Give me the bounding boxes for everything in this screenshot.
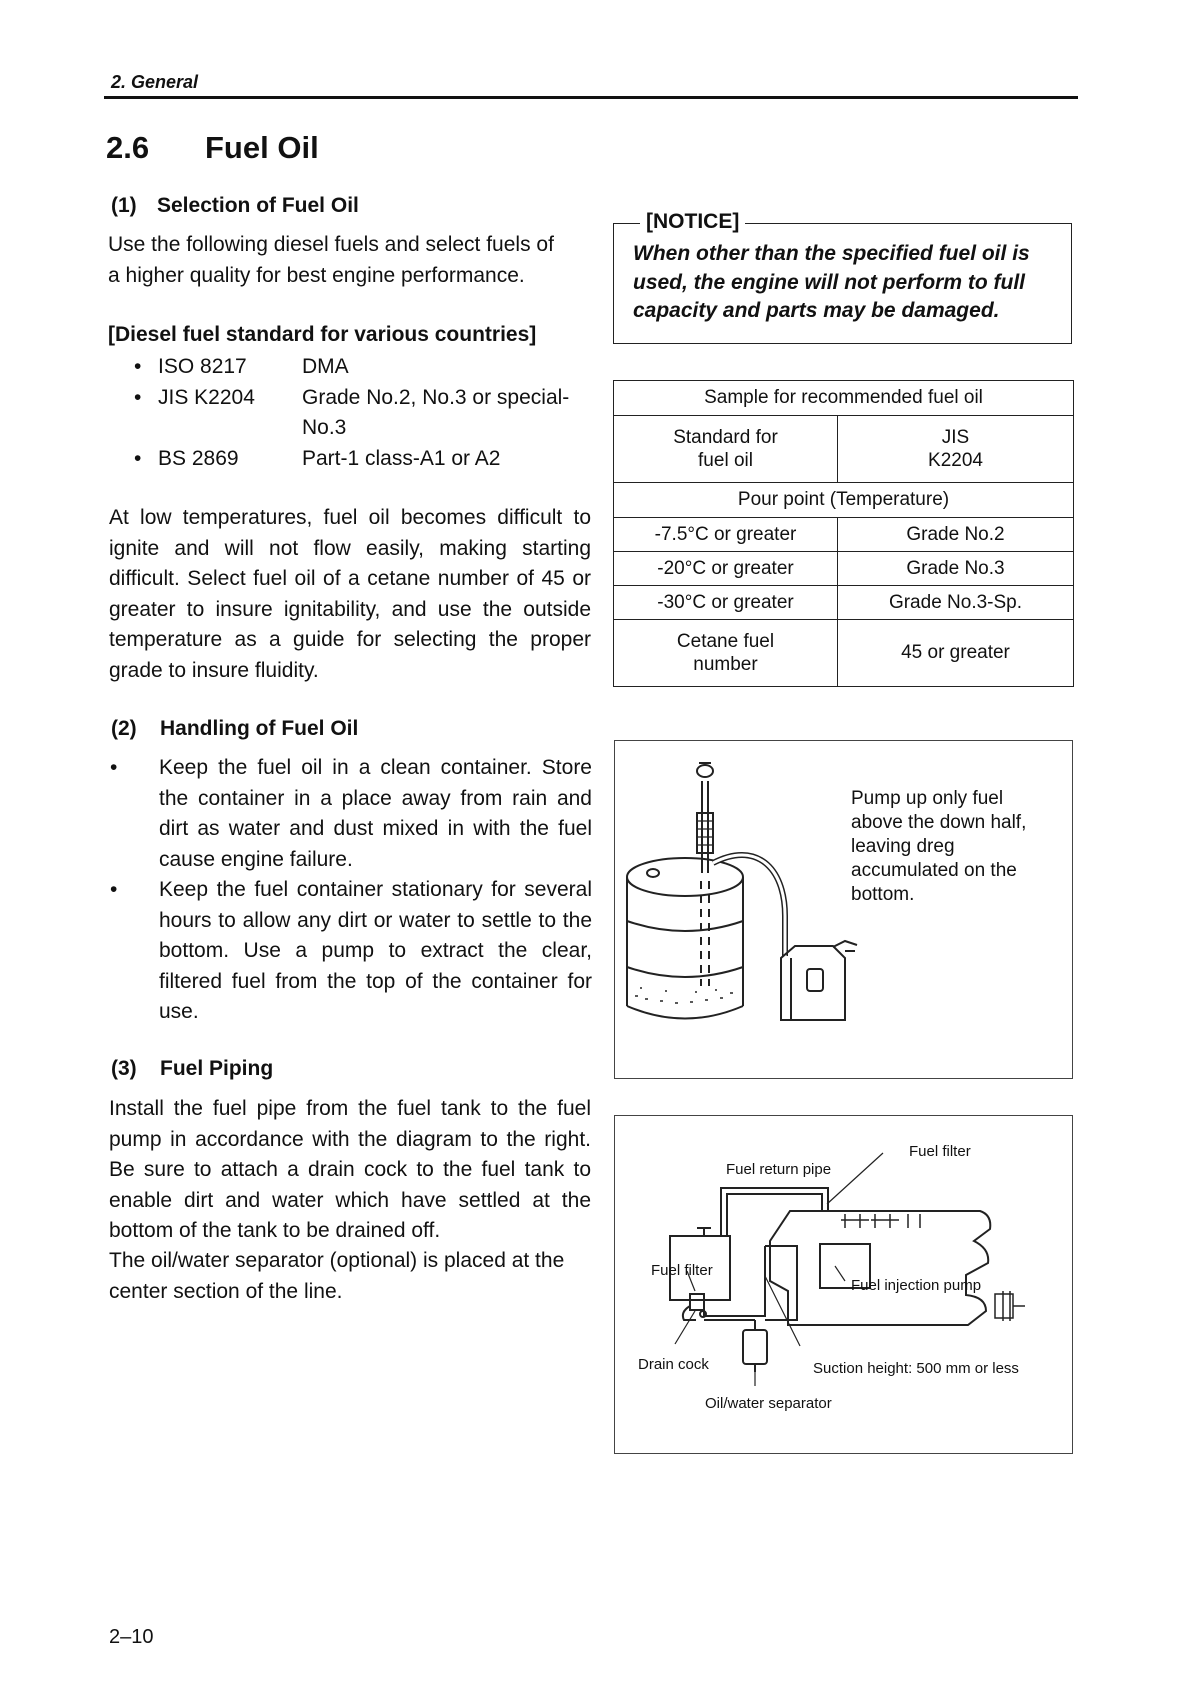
subsection-2-number: (2) [111,717,137,740]
label-oil-water-separator: Oil/water separator [705,1395,832,1412]
low-temperature-paragraph: At low temperatures, fuel oil becomes difficult to ignite and will not flow easily, making starting difficult. Select fuel oil of a cetane number of 45 or greater to insure ignitability, and use the outside temperature as a guide for selecting the proper grade to insure fluidity. [109,506,591,682]
fuel-piping-paragraph: Install the fuel pipe from the fuel tank to the fuel pump in accordance with the diagram to the right. Be sure to attach a drain cock to the fuel tank to enable dirt and water which have settled at the bottom of the tank to be drained off. [109,1097,591,1242]
table-title-row [614,381,1074,416]
fuel-piping-diagram [615,1116,1071,1452]
bullet-icon: • [110,878,118,901]
standard-item [134,352,604,383]
standard-value-cell [838,416,1074,483]
standard-name: ISO 8217 [158,355,247,378]
temperature-cell: -20°C or greater [614,552,838,586]
standard-value: Part-1 class-A1 or A2 [302,446,501,470]
standard-value: Grade No.2, No.3 or special- [302,385,570,409]
bullet-icon: • [134,385,142,409]
standard-item [134,383,604,414]
standard-value: DMA [302,355,349,378]
handling-bullet-text: Keep the fuel oil in a clean container. Store the container in a place away from rain and dirt as water and dust mixed in with the fuel cause engine failure. [159,756,592,871]
label-fuel-return-pipe: Fuel return pipe [726,1161,832,1178]
selection-intro [108,230,598,291]
cetane-label-line: Cetane fuel [676,631,775,652]
subsection-1-number: (1) [111,194,137,217]
notice-label: [NOTICE] [640,210,745,234]
recommended-fuel-table [613,380,1074,687]
standard-value-cont: No.3 [302,416,347,439]
table-row [614,620,1074,687]
grade-cell: Grade No.2 [838,518,1074,552]
label-drain-cock: Drain cock [638,1356,709,1373]
temperature-cell: -30°C or greater [614,586,838,620]
standard-label-cell [614,416,838,483]
handling-bullet [110,875,592,1027]
bullet-icon: • [134,446,142,470]
standard-name: BS 2869 [158,446,239,470]
caption-line: above the down half, [851,812,1027,833]
table-row [614,552,1074,586]
subsection-2-heading [111,717,358,741]
label-fuel-injection-pump: Fuel injection pump [851,1277,982,1294]
notice-text [633,240,1061,326]
subsection-3-number: (3) [111,1057,137,1080]
standard-item [134,444,604,475]
cetane-label-cell [614,620,838,687]
bullet-icon: • [134,355,142,378]
standard-value-line: K2204 [928,450,983,471]
page-number: 2–10 [109,1626,154,1648]
cetane-value-cell: 45 or greater [838,620,1074,687]
drum-pump-figure [614,740,1073,1079]
subsection-1-heading [111,194,359,218]
table-row [614,416,1074,483]
notice-line: When other than the specified fuel oil is [633,242,1030,265]
table-row [614,518,1074,552]
header-rule [104,96,1078,99]
label-suction-height: Suction height: 500 mm or less [813,1360,1019,1377]
subsection-3-heading [111,1057,273,1081]
separator-paragraph: The oil/water separator (optional) is placed at the center section of the line. [109,1249,565,1303]
handling-bullet-text: Keep the fuel container stationary for several hours to allow any dirt or water to settle to the bottom. Use a pump to extract the clear, filtered fuel from the top of the container for use. [159,878,592,1023]
table-row [614,586,1074,620]
standard-label-line: Standard for [673,427,778,448]
subsection-1-title: Selection of Fuel Oil [157,194,359,217]
grade-cell: Grade No.3-Sp. [838,586,1074,620]
fuel-piping-figure [614,1115,1073,1454]
table-row [614,483,1074,518]
label-fuel-filter-left: Fuel filter [651,1262,713,1279]
label-fuel-filter-top: Fuel filter [909,1143,971,1160]
standard-name: JIS K2204 [158,385,255,409]
drum-figure-caption [851,787,1026,907]
standard-value-line: JIS [941,427,970,448]
standards-heading: [Diesel fuel standard for various countries] [108,323,537,346]
subsection-2-title: Handling of Fuel Oil [160,717,359,740]
standard-label-line: fuel oil [698,450,753,471]
handling-bullet [110,753,592,875]
grade-cell: Grade No.3 [838,552,1074,586]
standards-list [134,352,604,474]
notice-line: used, the engine will not perform to full [633,270,1026,294]
caption-line: leaving dreg [851,836,955,857]
bullet-icon: • [110,756,118,779]
notice-line: capacity and parts may be damaged. [633,299,1000,322]
cetane-label-line: number [693,654,758,675]
selection-intro-line: Use the following diesel fuels and select fuels of [108,233,554,256]
standard-value-continued [134,413,604,444]
temperature-cell: -7.5°C or greater [614,518,838,552]
caption-line: accumulated on the [851,860,1017,881]
pour-point-label: Pour point (Temperature) [614,483,1074,518]
caption-line: Pump up only fuel [851,788,1004,809]
table-title: Sample for recommended fuel oil [614,381,1074,416]
caption-line: bottom. [851,884,915,905]
running-header: 2. General [111,72,199,92]
selection-intro-line: a higher quality for best engine performance. [108,263,525,287]
subsection-3-title: Fuel Piping [160,1057,274,1080]
section-title: Fuel Oil [205,130,319,165]
section-number: 2.6 [106,130,150,165]
